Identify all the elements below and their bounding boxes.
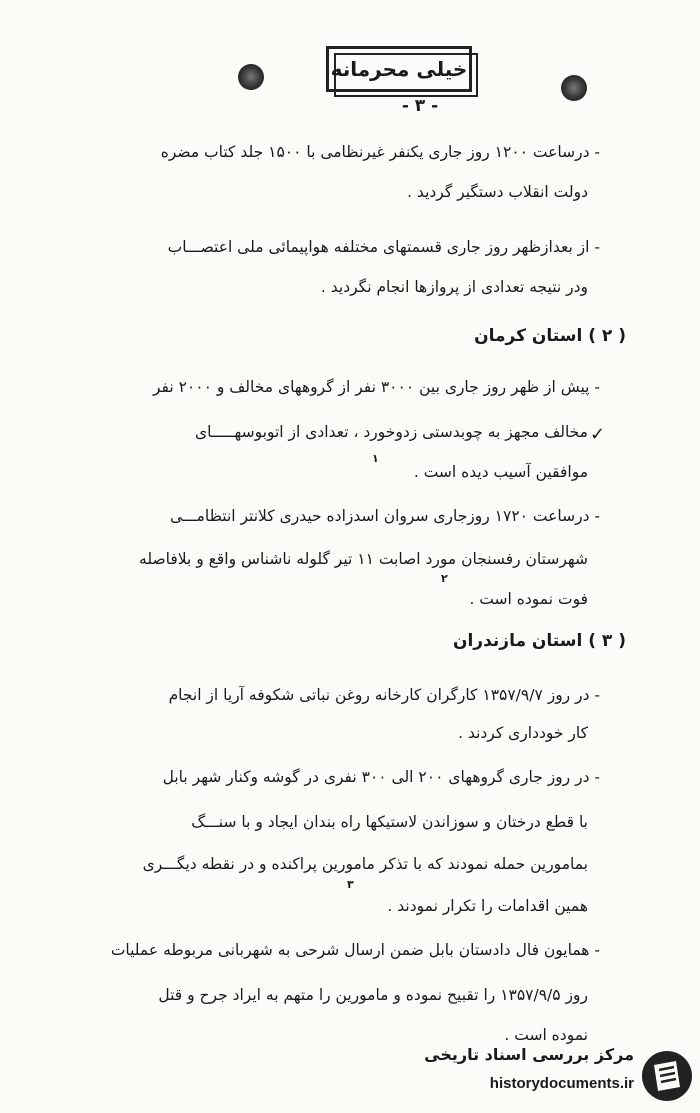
text-line: مخالف مجهز به چوبدستی زدوخورد ، تعدادی از اتوبوسهـــــای xyxy=(194,423,588,441)
punch-hole-right xyxy=(561,75,587,101)
page-number: - ۳ - xyxy=(401,96,439,116)
text-line: نموده است . xyxy=(504,1026,588,1044)
text-line: - درساعت ۱۷۲۰ روزجاری سروان اسدزاده حیدری کلانتر انتظامـــی xyxy=(170,507,600,525)
classification-stamp xyxy=(326,46,472,92)
text-line: موافقین آسیب دیده است . xyxy=(413,463,588,481)
text-line: کار خودداری کردند . xyxy=(458,724,588,742)
footnote-mark: ۲ xyxy=(441,572,448,585)
margin-mark: ✓ xyxy=(590,424,606,445)
footnote-mark: ۳ xyxy=(347,878,354,891)
text-line: - همایون فال دادستان بابل ضمن ارسال شرحی به شهربانی مربوطه عملیات xyxy=(110,941,600,959)
watermark-title: مرکز بررسی اسناد تاریخی xyxy=(424,1045,634,1064)
text-line: - پیش از ظهر روز جاری بین ۳۰۰۰ نفر از گروههای مخالف و ۲۰۰۰ نفر xyxy=(152,378,600,396)
text-line: روز ۱۳۵۷/۹/۵ را تقبیح نموده و مامورین را متهم به ایراد جرح و قتل xyxy=(158,986,588,1004)
section-heading-mazandaran: ( ۳ ) استان مازندران xyxy=(452,631,626,651)
text-line: همین اقدامات را تکرار نمودند . xyxy=(387,897,588,915)
text-line: فوت نموده است . xyxy=(469,590,588,608)
text-line: - از بعدازظهر روز جاری قسمتهای مختلفه هواپیمائی ملی اعتصـــاب xyxy=(167,238,600,256)
text-line: - در روز ۱۳۵۷/۹/۷ کارگران کارخانه روغن نباتی شکوفه آریا از انجام xyxy=(168,686,600,704)
classification-label: خیلی محرمانه xyxy=(330,57,468,81)
watermark xyxy=(418,1041,698,1113)
text-line: بمامورین حمله نمودند که با تذکر مامورین پراکنده و در نقطه دیگـــری xyxy=(142,855,588,873)
text-line: - در روز جاری گروههای ۲۰۰ الی ۳۰۰ نفری در گوشه وکنار شهر بابل xyxy=(162,768,600,786)
footnote-mark: ۱ xyxy=(372,452,379,465)
watermark-url: historydocuments.ir xyxy=(489,1075,634,1092)
punch-hole-left xyxy=(238,64,264,90)
text-line: دولت انقلاب دستگیر گردید . xyxy=(407,183,588,201)
text-line: - درساعت ۱۲۰۰ روز جاری یکنفر غیرنظامی با ۱۵۰۰ جلد کتاب مضره xyxy=(160,143,600,161)
text-line: ودر نتیجه تعدادی از پروازها انجام نگردید . xyxy=(320,278,588,296)
text-line: با قطع درختان و سوزاندن لاستیکها راه بندان ایجاد و با سنـــگ xyxy=(191,813,588,831)
archive-logo-icon xyxy=(640,1049,694,1103)
text-line: شهرستان رفسنجان مورد اصابت ۱۱ تیر گلوله ناشناس واقع و بلافاصله xyxy=(139,550,588,568)
section-heading-kerman: ( ۲ ) استان کرمان xyxy=(474,326,626,346)
